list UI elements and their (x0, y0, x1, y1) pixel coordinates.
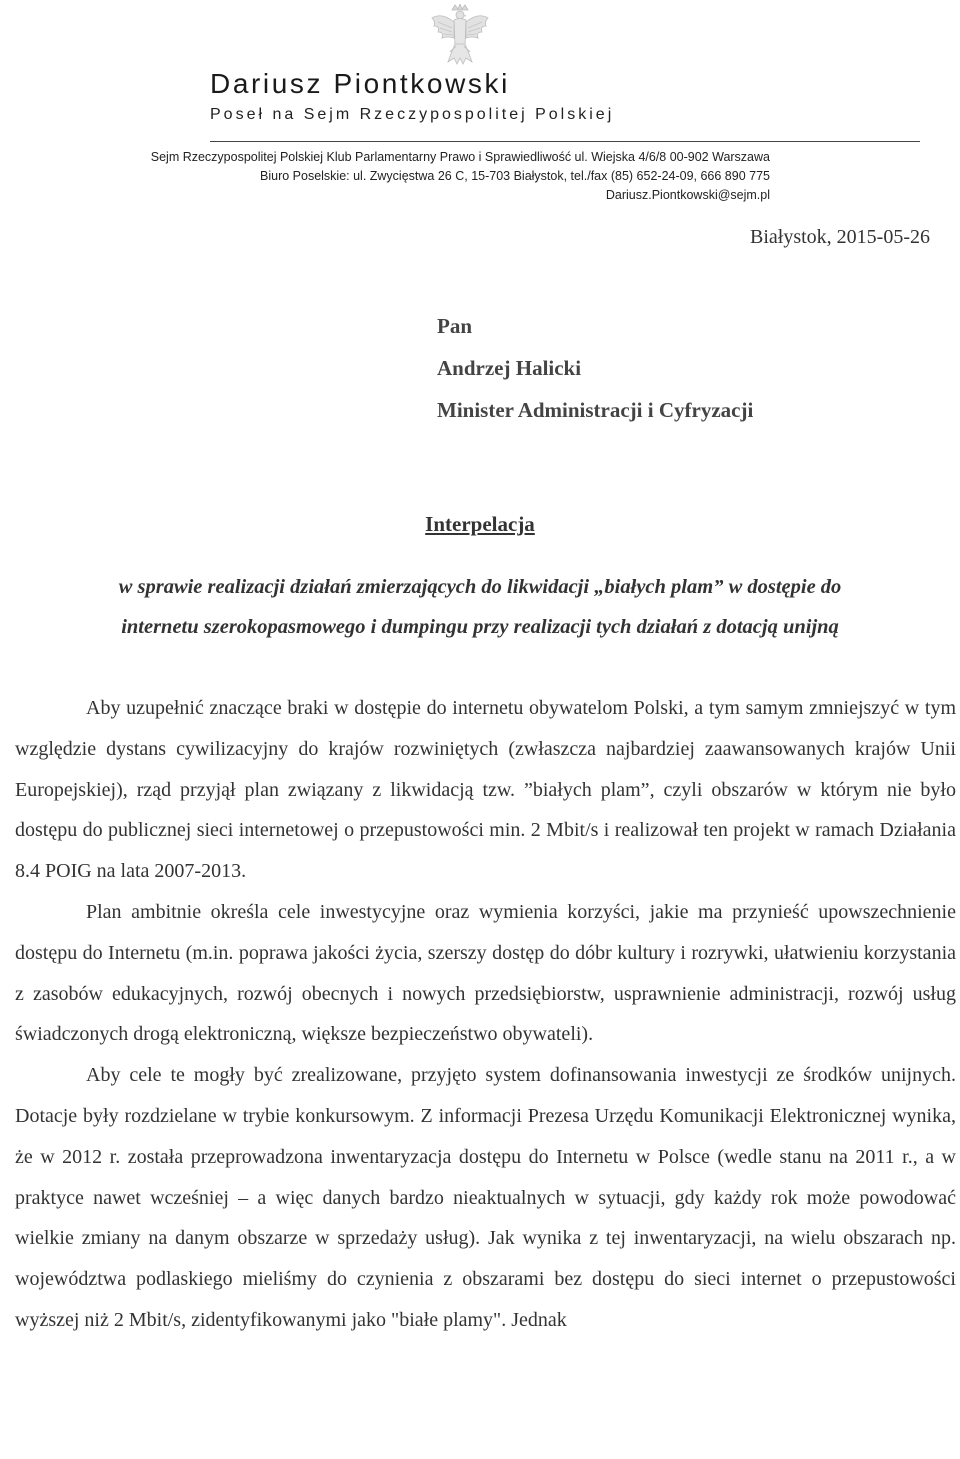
document-body (15, 688, 956, 1341)
member-name: Dariusz Piontkowski (210, 68, 510, 99)
contact-office-address: Biuro Poselskie: ul. Zwycięstwa 26 C, 15-703 Białystok, tel./fax (85) 652-24-09, 666 890 775 (260, 169, 770, 183)
letterhead-divider (210, 141, 920, 142)
document-subject (20, 567, 940, 647)
recipient-block (437, 305, 753, 431)
subject-line: internetu szerokopasmowego i dumpingu przy realizacji tych działań z dotacją unijną (121, 616, 839, 638)
subject-line: w sprawie realizacji działań zmierzających do likwidacji „białych plam” w dostępie do (118, 576, 842, 598)
contact-email: Dariusz.Piontkowski@sejm.pl (605, 188, 770, 202)
recipient-name: Andrzej Halicki (437, 356, 582, 380)
recipient-salutation: Pan (437, 314, 473, 338)
member-title: Poseł na Sejm Rzeczypospolitej Polskiej (210, 106, 615, 123)
place-date-line: Białystok, 2015-05-26 (750, 226, 930, 248)
polish-eagle-emblem-icon (428, 4, 492, 70)
contact-sejm-address: Sejm Rzeczypospolitej Polskiej Klub Parlamentarny Prawo i Sprawiedliwość ul. Wiejska 4/6/8 00-902 Warszawa (150, 150, 770, 164)
body-paragraph: Aby cele te mogły być zrealizowane, przyjęto system dofinansowania inwestycji ze środków unijnych. Dotacje były rozdzielane w trybie konkursowym. Z informacji Prezesa Urzędu Komunikacji Elektronicznej wynika, że w 2012 r. została przeprowadzona inwentaryzacja dostępu do Internetu w Polsce (wedle stanu na 2011 r., a w praktyce nawet wcześniej – a więc danych bardzo nieaktualnych w sytuacji, gdy każdy rok może powodować wielkie zmiany na danym obszarze w sprzedaży usług). Jak wynika z tej inwentaryzacji, na wielu obszarach np. województwa podlaskiego mieliśmy do czynienia z obszarami bez dostępu do sieci internet o przepustowości wyższej niż 2 Mbit/s, zidentyfikowanymi jako "białe plamy". Jednak (15, 1064, 956, 1331)
recipient-position: Minister Administracji i Cyfryzacji (437, 398, 754, 422)
document-title: Interpelacja (425, 512, 535, 536)
body-paragraph: Plan ambitnie określa cele inwestycyjne oraz wymienia korzyści, jakie ma przynieść upowszechnienie dostępu do Internetu (m.in. poprawa jakości życia, szerszy dostęp do dóbr kultury i rozrywki, ułatwieniu korzystania z zasobów edukacyjnych, rozwój obecnych i nowych przedsiębiorstw, usprawnienie administracji, rozwój usług świadczonych drogą elektroniczną, większe bezpieczeństwo obywateli). (15, 900, 956, 1046)
letterhead-contact (151, 148, 770, 205)
body-paragraph: Aby uzupełnić znaczące braki w dostępie do internetu obywatelom Polski, a tym samym zmniejszyć w tym względzie dystans cywilizacyjny do krajów rozwiniętych (zwłaszcza najbardziej zaawansowanych krajów Unii Europejskiej), rząd przyjął plan związany z likwidacją tzw. ”białych plam”, czyli obszarów w którym nie było dostępu do publicznej sieci internetowej o przepustowości min. 2 Mbit/s i realizował ten projekt w ramach Działania 8.4 POIG na lata 2007-2013. (15, 697, 956, 883)
